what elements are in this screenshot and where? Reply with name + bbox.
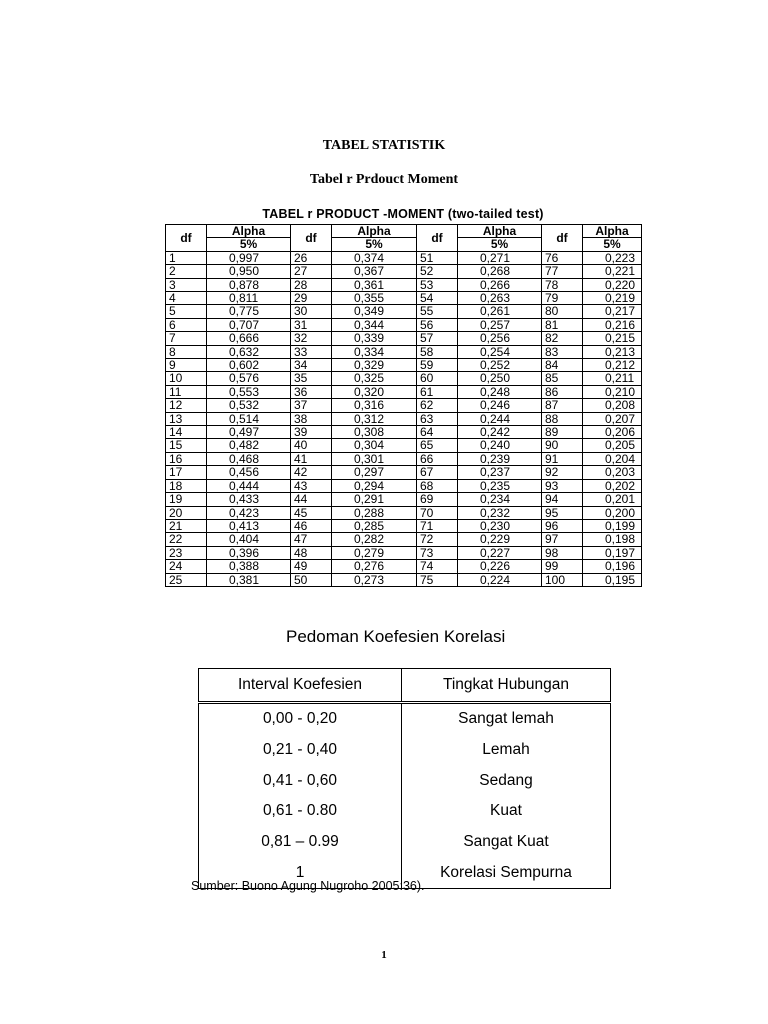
table-row (166, 359, 642, 372)
df-cell: 99 (542, 560, 583, 573)
r-value-cell: 0,216 (583, 318, 642, 331)
df-cell: 93 (542, 479, 583, 492)
r-value-cell: 0,273 (332, 573, 417, 586)
table-row (166, 439, 642, 452)
r-value-cell: 0,282 (332, 533, 417, 546)
df-cell: 29 (291, 292, 332, 305)
interval-cell: 0,61 - 0.80 (199, 796, 402, 827)
df-cell: 61 (417, 385, 458, 398)
alpha-column-header: Alpha (458, 225, 542, 238)
r-value-cell: 0,268 (458, 265, 542, 278)
df-cell: 10 (166, 372, 207, 385)
df-cell: 42 (291, 466, 332, 479)
df-cell: 81 (542, 318, 583, 331)
df-cell: 47 (291, 533, 332, 546)
r-value-cell: 0,202 (583, 479, 642, 492)
df-cell: 15 (166, 439, 207, 452)
df-cell: 22 (166, 533, 207, 546)
r-value-cell: 0,257 (458, 318, 542, 331)
r-value-cell: 0,217 (583, 305, 642, 318)
df-cell: 63 (417, 412, 458, 425)
df-cell: 94 (542, 493, 583, 506)
df-cell: 72 (417, 533, 458, 546)
table-row (166, 519, 642, 532)
r-value-cell: 0,261 (458, 305, 542, 318)
interval-cell: 0,21 - 0,40 (199, 735, 402, 766)
df-column-header: df (166, 225, 207, 252)
pedoman-header-interval: Interval Koefesien (199, 669, 402, 703)
df-cell: 20 (166, 506, 207, 519)
r-table-caption: TABEL r PRODUCT -MOMENT (two-tailed test) (262, 207, 544, 221)
df-cell: 100 (542, 573, 583, 586)
table-row (166, 466, 642, 479)
r-value-cell: 0,250 (458, 372, 542, 385)
r-value-cell: 0,220 (583, 278, 642, 291)
df-cell: 11 (166, 385, 207, 398)
r-value-cell: 0,433 (207, 493, 291, 506)
pedoman-header-tingkat: Tingkat Hubungan (402, 669, 611, 703)
df-cell: 19 (166, 493, 207, 506)
r-value-cell: 0,201 (583, 493, 642, 506)
df-cell: 45 (291, 506, 332, 519)
df-cell: 84 (542, 359, 583, 372)
df-cell: 52 (417, 265, 458, 278)
r-value-cell: 0,288 (332, 506, 417, 519)
r-table-header-row (166, 225, 642, 238)
df-cell: 80 (542, 305, 583, 318)
df-cell: 24 (166, 560, 207, 573)
tingkat-cell: Lemah (482, 741, 530, 759)
df-cell: 14 (166, 426, 207, 439)
df-cell: 23 (166, 546, 207, 559)
df-cell: 56 (417, 318, 458, 331)
r-value-cell: 0,212 (583, 359, 642, 372)
df-cell: 44 (291, 493, 332, 506)
table-row (166, 278, 642, 291)
r-value-cell: 0,266 (458, 278, 542, 291)
table-row (166, 546, 642, 559)
df-cell: 2 (166, 265, 207, 278)
table-row (166, 251, 642, 264)
r-value-cell: 0,329 (332, 359, 417, 372)
r-value-cell: 0,444 (207, 479, 291, 492)
r-value-cell: 0,349 (332, 305, 417, 318)
r-value-cell: 0,219 (583, 292, 642, 305)
table-row (166, 412, 642, 425)
r-value-cell: 0,240 (458, 439, 542, 452)
df-cell: 77 (542, 265, 583, 278)
table-row (166, 493, 642, 506)
df-cell: 78 (542, 278, 583, 291)
interval-cell: 0,41 - 0,60 (199, 765, 402, 796)
df-cell: 28 (291, 278, 332, 291)
r-value-cell: 0,312 (332, 412, 417, 425)
r-value-cell: 0,221 (583, 265, 642, 278)
r-value-cell: 0,263 (458, 292, 542, 305)
r-value-cell: 0,514 (207, 412, 291, 425)
df-cell: 13 (166, 412, 207, 425)
interval-cell: 1 (199, 857, 402, 888)
df-cell: 5 (166, 305, 207, 318)
df-cell: 88 (542, 412, 583, 425)
df-cell: 12 (166, 399, 207, 412)
df-cell: 85 (542, 372, 583, 385)
r-value-cell: 0,997 (207, 251, 291, 264)
table-row (166, 305, 642, 318)
r-value-cell: 0,248 (458, 385, 542, 398)
alpha-percent-header: 5% (207, 238, 291, 251)
df-cell: 82 (542, 332, 583, 345)
df-cell: 37 (291, 399, 332, 412)
r-value-cell: 0,246 (458, 399, 542, 412)
df-cell: 54 (417, 292, 458, 305)
df-column-header: df (291, 225, 332, 252)
r-value-cell: 0,388 (207, 560, 291, 573)
r-value-cell: 0,334 (332, 345, 417, 358)
df-cell: 64 (417, 426, 458, 439)
df-cell: 49 (291, 560, 332, 573)
r-value-cell: 0,308 (332, 426, 417, 439)
df-cell: 48 (291, 546, 332, 559)
df-cell: 43 (291, 479, 332, 492)
alpha-percent-header: 5% (332, 238, 417, 251)
r-value-cell: 0,252 (458, 359, 542, 372)
df-cell: 59 (417, 359, 458, 372)
df-cell: 4 (166, 292, 207, 305)
r-value-cell: 0,205 (583, 439, 642, 452)
df-cell: 90 (542, 439, 583, 452)
r-value-cell: 0,200 (583, 506, 642, 519)
alpha-percent-header: 5% (458, 238, 542, 251)
df-cell: 3 (166, 278, 207, 291)
r-value-cell: 0,197 (583, 546, 642, 559)
r-value-cell: 0,553 (207, 385, 291, 398)
r-value-cell: 0,242 (458, 426, 542, 439)
r-value-cell: 0,404 (207, 533, 291, 546)
r-value-cell: 0,811 (207, 292, 291, 305)
df-cell: 32 (291, 332, 332, 345)
r-value-cell: 0,468 (207, 452, 291, 465)
df-cell: 30 (291, 305, 332, 318)
r-value-cell: 0,235 (458, 479, 542, 492)
table-row (166, 265, 642, 278)
df-cell: 34 (291, 359, 332, 372)
df-cell: 53 (417, 278, 458, 291)
r-value-cell: 0,208 (583, 399, 642, 412)
r-value-cell: 0,482 (207, 439, 291, 452)
r-value-cell: 0,297 (332, 466, 417, 479)
df-cell: 67 (417, 466, 458, 479)
r-value-cell: 0,320 (332, 385, 417, 398)
tingkat-cell: Sangat lemah (458, 710, 554, 728)
r-value-cell: 0,237 (458, 466, 542, 479)
r-value-cell: 0,239 (458, 452, 542, 465)
df-cell: 41 (291, 452, 332, 465)
r-value-cell: 0,367 (332, 265, 417, 278)
table-row (166, 385, 642, 398)
r-value-cell: 0,666 (207, 332, 291, 345)
df-cell: 1 (166, 251, 207, 264)
r-value-cell: 0,291 (332, 493, 417, 506)
df-cell: 76 (542, 251, 583, 264)
r-value-cell: 0,199 (583, 519, 642, 532)
df-cell: 55 (417, 305, 458, 318)
r-value-cell: 0,602 (207, 359, 291, 372)
table-row (166, 506, 642, 519)
table-row (166, 372, 642, 385)
r-value-cell: 0,576 (207, 372, 291, 385)
df-cell: 79 (542, 292, 583, 305)
pedoman-header-row (199, 669, 611, 703)
df-cell: 92 (542, 466, 583, 479)
document-title: TABEL STATISTIK (322, 138, 446, 153)
df-cell: 35 (291, 372, 332, 385)
table-row (166, 573, 642, 586)
df-cell: 51 (417, 251, 458, 264)
df-cell: 25 (166, 573, 207, 586)
pedoman-korelasi-table (198, 668, 611, 889)
r-value-cell: 0,497 (207, 426, 291, 439)
alpha-column-header: Alpha (332, 225, 417, 238)
pedoman-title: Pedoman Koefesien Korelasi (286, 627, 506, 646)
df-cell: 17 (166, 466, 207, 479)
df-cell: 95 (542, 506, 583, 519)
df-cell: 39 (291, 426, 332, 439)
table-row (199, 765, 611, 796)
df-cell: 96 (542, 519, 583, 532)
table-row (166, 560, 642, 573)
tingkat-cell: Korelasi Sempurna (440, 863, 572, 881)
table-row (166, 426, 642, 439)
r-table-header (166, 225, 642, 252)
r-value-cell: 0,775 (207, 305, 291, 318)
r-value-cell: 0,381 (207, 573, 291, 586)
df-cell: 66 (417, 452, 458, 465)
table-row (199, 735, 611, 766)
table-row (166, 318, 642, 331)
r-value-cell: 0,344 (332, 318, 417, 331)
r-value-cell: 0,213 (583, 345, 642, 358)
r-value-cell: 0,223 (583, 251, 642, 264)
r-value-cell: 0,211 (583, 372, 642, 385)
table-row (199, 827, 611, 858)
tingkat-cell: Sedang (479, 771, 533, 789)
df-cell: 71 (417, 519, 458, 532)
df-cell: 98 (542, 546, 583, 559)
r-product-moment-table (165, 224, 642, 587)
df-cell: 97 (542, 533, 583, 546)
r-value-cell: 0,254 (458, 345, 542, 358)
pedoman-table-body (199, 703, 611, 889)
df-cell: 74 (417, 560, 458, 573)
r-value-cell: 0,396 (207, 546, 291, 559)
r-value-cell: 0,878 (207, 278, 291, 291)
r-value-cell: 0,207 (583, 412, 642, 425)
df-cell: 87 (542, 399, 583, 412)
source-note: Sumber: Buono Agung Nugroho 2005:36). (191, 879, 425, 893)
df-cell: 38 (291, 412, 332, 425)
alpha-column-header: Alpha (583, 225, 642, 238)
table-row (166, 345, 642, 358)
r-value-cell: 0,244 (458, 412, 542, 425)
r-value-cell: 0,304 (332, 439, 417, 452)
r-value-cell: 0,294 (332, 479, 417, 492)
table-row (199, 796, 611, 827)
tingkat-cell: Sangat Kuat (463, 833, 549, 851)
df-column-header: df (417, 225, 458, 252)
df-cell: 75 (417, 573, 458, 586)
df-cell: 31 (291, 318, 332, 331)
table-row (166, 292, 642, 305)
r-value-cell: 0,339 (332, 332, 417, 345)
df-cell: 57 (417, 332, 458, 345)
r-value-cell: 0,374 (332, 251, 417, 264)
r-value-cell: 0,276 (332, 560, 417, 573)
r-value-cell: 0,198 (583, 533, 642, 546)
alpha-column-header: Alpha (207, 225, 291, 238)
df-cell: 8 (166, 345, 207, 358)
df-cell: 89 (542, 426, 583, 439)
r-value-cell: 0,632 (207, 345, 291, 358)
r-value-cell: 0,532 (207, 399, 291, 412)
df-cell: 91 (542, 452, 583, 465)
interval-cell: 0,00 - 0,20 (199, 703, 402, 735)
df-cell: 18 (166, 479, 207, 492)
r-value-cell: 0,196 (583, 560, 642, 573)
r-value-cell: 0,361 (332, 278, 417, 291)
df-cell: 26 (291, 251, 332, 264)
r-value-cell: 0,271 (458, 251, 542, 264)
df-cell: 7 (166, 332, 207, 345)
r-value-cell: 0,234 (458, 493, 542, 506)
r-value-cell: 0,226 (458, 560, 542, 573)
r-value-cell: 0,301 (332, 452, 417, 465)
table-row (166, 399, 642, 412)
df-cell: 65 (417, 439, 458, 452)
df-cell: 46 (291, 519, 332, 532)
page-number: 1 (381, 949, 387, 961)
df-cell: 9 (166, 359, 207, 372)
r-value-cell: 0,227 (458, 546, 542, 559)
df-cell: 60 (417, 372, 458, 385)
df-cell: 16 (166, 452, 207, 465)
df-cell: 69 (417, 493, 458, 506)
r-value-cell: 0,224 (458, 573, 542, 586)
r-value-cell: 0,950 (207, 265, 291, 278)
r-value-cell: 0,285 (332, 519, 417, 532)
df-cell: 40 (291, 439, 332, 452)
r-value-cell: 0,355 (332, 292, 417, 305)
table-row (166, 452, 642, 465)
r-table-body (166, 251, 642, 586)
df-column-header: df (542, 225, 583, 252)
r-value-cell: 0,206 (583, 426, 642, 439)
r-value-cell: 0,413 (207, 519, 291, 532)
r-value-cell: 0,325 (332, 372, 417, 385)
df-cell: 62 (417, 399, 458, 412)
df-cell: 70 (417, 506, 458, 519)
document-subtitle: Tabel r Prdouct Moment (309, 172, 459, 187)
r-value-cell: 0,256 (458, 332, 542, 345)
r-value-cell: 0,204 (583, 452, 642, 465)
df-cell: 68 (417, 479, 458, 492)
df-cell: 83 (542, 345, 583, 358)
r-value-cell: 0,203 (583, 466, 642, 479)
df-cell: 50 (291, 573, 332, 586)
r-value-cell: 0,215 (583, 332, 642, 345)
df-cell: 73 (417, 546, 458, 559)
table-row (166, 533, 642, 546)
tingkat-cell: Kuat (490, 802, 522, 820)
r-value-cell: 0,195 (583, 573, 642, 586)
df-cell: 86 (542, 385, 583, 398)
r-value-cell: 0,230 (458, 519, 542, 532)
r-value-cell: 0,707 (207, 318, 291, 331)
r-value-cell: 0,229 (458, 533, 542, 546)
df-cell: 36 (291, 385, 332, 398)
r-value-cell: 0,232 (458, 506, 542, 519)
interval-cell: 0,81 – 0.99 (199, 827, 402, 858)
alpha-percent-header: 5% (583, 238, 642, 251)
r-value-cell: 0,316 (332, 399, 417, 412)
r-value-cell: 0,456 (207, 466, 291, 479)
table-row (166, 332, 642, 345)
df-cell: 33 (291, 345, 332, 358)
r-value-cell: 0,279 (332, 546, 417, 559)
r-value-cell: 0,423 (207, 506, 291, 519)
r-value-cell: 0,210 (583, 385, 642, 398)
df-cell: 6 (166, 318, 207, 331)
df-cell: 21 (166, 519, 207, 532)
df-cell: 27 (291, 265, 332, 278)
table-row (166, 479, 642, 492)
df-cell: 58 (417, 345, 458, 358)
table-row (199, 703, 611, 735)
